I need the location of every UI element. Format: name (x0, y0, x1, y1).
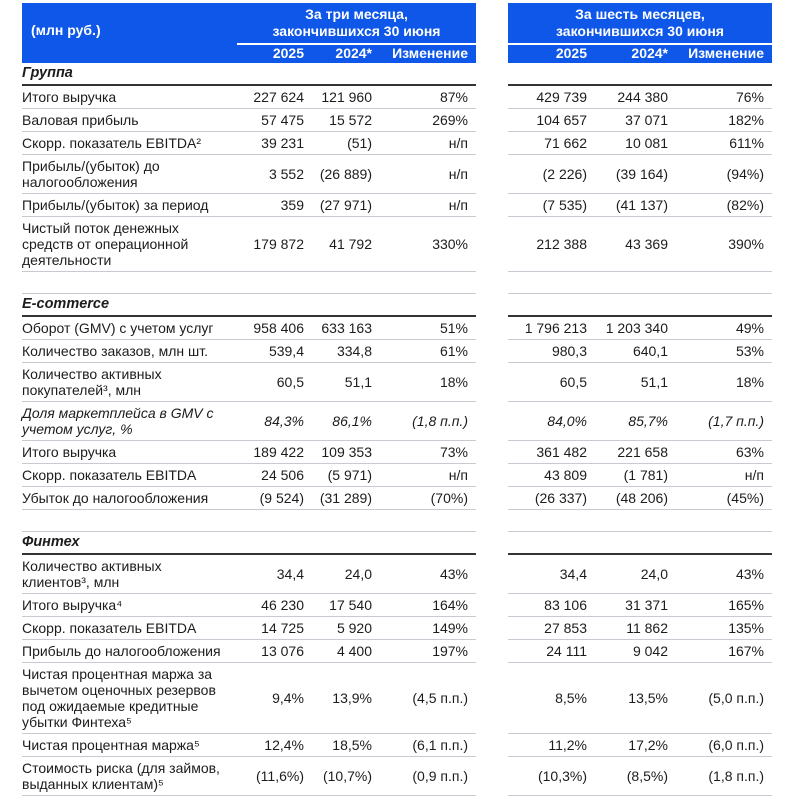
column-group-gap (476, 155, 508, 194)
table-row (22, 85, 772, 109)
section-header-row (22, 63, 772, 85)
unit-label: (млн руб.) (22, 3, 237, 63)
section-header-cell (676, 63, 772, 85)
row-label: Скорр. показатель EBITDA (22, 617, 237, 640)
cell-6m-2024: 10 081 (595, 132, 676, 155)
column-group-gap (476, 194, 508, 217)
cell-3m-2024: 24,0 (312, 554, 380, 594)
cell-6m-2025: 1 796 213 (508, 316, 595, 340)
row-label: Чистая процентная маржа⁵ (22, 734, 237, 757)
cell-6m-change: 611% (676, 132, 772, 155)
cell-3m-change: н/п (380, 132, 476, 155)
cell-6m-2025: (26 337) (508, 487, 595, 510)
row-label: Чистая процентная маржа за вычетом оценочных резервов под ожидаемые кредитные убытки Финтеха⁵ (22, 663, 237, 734)
cell-3m-2025: 34,4 (237, 554, 312, 594)
cell-3m-2024: (31 289) (312, 487, 380, 510)
cell-3m-2025: (9 524) (237, 487, 312, 510)
cell-6m-2025: (2 226) (508, 155, 595, 194)
section-header-cell (237, 294, 312, 317)
cell-6m-2024: 11 862 (595, 617, 676, 640)
cell-3m-change: 61% (380, 340, 476, 363)
cell-6m-2024: (39 164) (595, 155, 676, 194)
row-label: Стоимость риска (для займов, выданных клиентам)⁵ (22, 757, 237, 796)
cell-3m-change: 51% (380, 316, 476, 340)
cell-6m-2025: 84,0% (508, 402, 595, 441)
col-header-6m-change: Изменение (676, 44, 772, 63)
column-group-gap (476, 487, 508, 510)
cell-6m-2024: 9 042 (595, 640, 676, 663)
cell-3m-2024: (27 971) (312, 194, 380, 217)
table-row (22, 194, 772, 217)
cell-6m-change: 18% (676, 363, 772, 402)
section-header-cell (312, 294, 380, 317)
cell-6m-2024: 85,7% (595, 402, 676, 441)
cell-3m-change: 18% (380, 363, 476, 402)
cell-6m-change: 167% (676, 640, 772, 663)
section-header-cell (595, 532, 676, 555)
row-label: Доля маркетплейса в GMV с учетом услуг, % (22, 402, 237, 441)
cell-3m-2025: 57 475 (237, 109, 312, 132)
col-group-3m-title-line2: закончившихся 30 июня (272, 23, 441, 39)
spacer-cell (380, 510, 476, 532)
row-label: Оборот (GMV) с учетом услуг (22, 316, 237, 340)
cell-6m-2025: 34,4 (508, 554, 595, 594)
cell-3m-change: 43% (380, 554, 476, 594)
section-header-cell (312, 63, 380, 85)
column-group-gap (476, 316, 508, 340)
row-label: Прибыль/(убыток) до налогообложения (22, 155, 237, 194)
cell-3m-2025: (11,6%) (237, 757, 312, 796)
cell-6m-2024: 17,2% (595, 734, 676, 757)
cell-3m-change: н/п (380, 194, 476, 217)
cell-6m-change: 165% (676, 594, 772, 617)
cell-6m-change: (94%) (676, 155, 772, 194)
table-row (22, 109, 772, 132)
cell-3m-2025: 14 725 (237, 617, 312, 640)
cell-3m-2024: (26 889) (312, 155, 380, 194)
section-header-cell (380, 294, 476, 317)
section-header-cell (595, 63, 676, 85)
section-header-cell (312, 532, 380, 555)
cell-6m-2025: 71 662 (508, 132, 595, 155)
section-title: Группа (22, 63, 237, 85)
cell-6m-change: 43% (676, 554, 772, 594)
cell-3m-change: н/п (380, 464, 476, 487)
section-header-row (22, 294, 772, 317)
cell-6m-change: (45%) (676, 487, 772, 510)
cell-3m-2025: 227 624 (237, 85, 312, 109)
column-group-gap (476, 132, 508, 155)
cell-6m-2024: (1 781) (595, 464, 676, 487)
spacer-cell (595, 510, 676, 532)
column-group-gap (476, 663, 508, 734)
col-header-3m-change: Изменение (380, 44, 476, 63)
cell-3m-change: (70%) (380, 487, 476, 510)
cell-3m-change: 87% (380, 85, 476, 109)
cell-3m-change: 73% (380, 441, 476, 464)
table-header (22, 3, 772, 63)
cell-6m-change: (6,0 п.п.) (676, 734, 772, 757)
cell-3m-2025: 179 872 (237, 217, 312, 272)
spacer-cell (22, 510, 237, 532)
spacer-cell (237, 510, 312, 532)
cell-3m-2024: 41 792 (312, 217, 380, 272)
column-group-gap (476, 734, 508, 757)
spacer-cell (508, 510, 595, 532)
row-label: Количество заказов, млн шт. (22, 340, 237, 363)
cell-3m-2025: 24 506 (237, 464, 312, 487)
cell-3m-2025: 189 422 (237, 441, 312, 464)
cell-6m-change: (5,0 п.п.) (676, 663, 772, 734)
section-header-cell (380, 532, 476, 555)
cell-6m-change: (1,8 п.п.) (676, 757, 772, 796)
table-row (22, 363, 772, 402)
table-row (22, 734, 772, 757)
col-group-6m-title-line2: закончившихся 30 июня (556, 23, 724, 39)
cell-3m-change: 149% (380, 617, 476, 640)
cell-3m-change: (0,9 п.п.) (380, 757, 476, 796)
section-title: Финтех (22, 532, 237, 555)
cell-3m-2024: 633 163 (312, 316, 380, 340)
cell-6m-2024: (48 206) (595, 487, 676, 510)
cell-3m-change: 164% (380, 594, 476, 617)
row-label: Чистый поток денежных средств от операционной деятельности (22, 217, 237, 272)
cell-3m-change: н/п (380, 155, 476, 194)
cell-6m-2024: 31 371 (595, 594, 676, 617)
cell-3m-2025: 60,5 (237, 363, 312, 402)
spacer-cell (380, 272, 476, 294)
column-group-gap (476, 402, 508, 441)
section-header-cell (595, 294, 676, 317)
column-group-gap (476, 272, 508, 294)
col-group-3m-title (237, 3, 476, 44)
cell-6m-2024: 43 369 (595, 217, 676, 272)
row-label: Прибыль/(убыток) за период (22, 194, 237, 217)
column-group-gap (476, 63, 508, 85)
cell-3m-2025: 84,3% (237, 402, 312, 441)
table-row (22, 132, 772, 155)
cell-6m-change: 390% (676, 217, 772, 272)
column-group-gap (476, 640, 508, 663)
row-label: Количество активных покупателей³, млн (22, 363, 237, 402)
cell-6m-2024: 24,0 (595, 554, 676, 594)
cell-3m-2024: 109 353 (312, 441, 380, 464)
table-row (22, 757, 772, 796)
cell-6m-change: 182% (676, 109, 772, 132)
cell-3m-2024: 15 572 (312, 109, 380, 132)
spacer-cell (237, 272, 312, 294)
cell-6m-2025: 8,5% (508, 663, 595, 734)
row-label: Итого выручка (22, 85, 237, 109)
cell-3m-2025: 359 (237, 194, 312, 217)
cell-6m-change: 49% (676, 316, 772, 340)
cell-6m-2025: 212 388 (508, 217, 595, 272)
cell-3m-2024: (5 971) (312, 464, 380, 487)
section-header-row (22, 532, 772, 555)
section-header-cell (508, 63, 595, 85)
spacer-cell (676, 272, 772, 294)
cell-3m-2025: 12,4% (237, 734, 312, 757)
row-label: Валовая прибыль (22, 109, 237, 132)
section-title: E-commerce (22, 294, 237, 317)
column-group-gap (476, 44, 508, 63)
section-header-cell (237, 532, 312, 555)
cell-3m-change: (6,1 п.п.) (380, 734, 476, 757)
cell-3m-2024: (10,7%) (312, 757, 380, 796)
cell-3m-change: 269% (380, 109, 476, 132)
cell-6m-change: н/п (676, 464, 772, 487)
cell-6m-2025: 11,2% (508, 734, 595, 757)
cell-6m-2025: (10,3%) (508, 757, 595, 796)
row-label: Скорр. показатель EBITDA (22, 464, 237, 487)
table-row (22, 441, 772, 464)
cell-6m-2025: 361 482 (508, 441, 595, 464)
section-header-cell (508, 294, 595, 317)
table-row (22, 617, 772, 640)
cell-3m-change: (1,8 п.п.) (380, 402, 476, 441)
table-row (22, 464, 772, 487)
section-header-cell (508, 532, 595, 555)
column-group-gap (476, 109, 508, 132)
cell-6m-2025: 429 739 (508, 85, 595, 109)
table-row (22, 640, 772, 663)
spacer-cell (676, 510, 772, 532)
cell-6m-2024: 221 658 (595, 441, 676, 464)
table-row (22, 487, 772, 510)
row-label: Прибыль до налогообложения (22, 640, 237, 663)
cell-3m-2025: 539,4 (237, 340, 312, 363)
cell-3m-2024: 17 540 (312, 594, 380, 617)
cell-6m-2024: 640,1 (595, 340, 676, 363)
spacer-cell (22, 272, 237, 294)
column-group-gap (476, 594, 508, 617)
column-group-gap (476, 294, 508, 317)
table-row (22, 663, 772, 734)
column-group-gap (476, 217, 508, 272)
cell-3m-2024: (51) (312, 132, 380, 155)
cell-6m-change: 135% (676, 617, 772, 640)
spacer-cell (595, 272, 676, 294)
cell-6m-change: 76% (676, 85, 772, 109)
cell-6m-2024: 51,1 (595, 363, 676, 402)
table-row (22, 340, 772, 363)
section-header-cell (237, 63, 312, 85)
cell-3m-2025: 46 230 (237, 594, 312, 617)
cell-6m-change: 53% (676, 340, 772, 363)
financial-results-table (22, 3, 772, 796)
cell-6m-2025: 24 111 (508, 640, 595, 663)
row-label: Количество активных клиентов³, млн (22, 554, 237, 594)
cell-6m-change: (1,7 п.п.) (676, 402, 772, 441)
table-row (22, 217, 772, 272)
section-header-cell (380, 63, 476, 85)
col-group-6m-title-line1: За шесть месяцев, (575, 6, 705, 22)
cell-3m-2024: 4 400 (312, 640, 380, 663)
cell-3m-change: 330% (380, 217, 476, 272)
row-label: Итого выручка⁴ (22, 594, 237, 617)
cell-3m-2024: 334,8 (312, 340, 380, 363)
section-spacer (22, 272, 772, 294)
cell-6m-2024: 1 203 340 (595, 316, 676, 340)
row-label: Итого выручка (22, 441, 237, 464)
column-group-gap (476, 532, 508, 555)
cell-3m-2024: 86,1% (312, 402, 380, 441)
spacer-cell (312, 272, 380, 294)
table-row (22, 554, 772, 594)
column-group-gap (476, 464, 508, 487)
section-spacer (22, 510, 772, 532)
cell-3m-2024: 18,5% (312, 734, 380, 757)
col-header-6m-2025: 2025 (508, 44, 595, 63)
cell-6m-2025: 980,3 (508, 340, 595, 363)
column-group-gap (476, 554, 508, 594)
cell-3m-2024: 121 960 (312, 85, 380, 109)
spacer-cell (312, 510, 380, 532)
cell-3m-change: (4,5 п.п.) (380, 663, 476, 734)
cell-3m-2025: 3 552 (237, 155, 312, 194)
table-row (22, 316, 772, 340)
cell-3m-change: 197% (380, 640, 476, 663)
column-group-gap (476, 510, 508, 532)
cell-3m-2024: 5 920 (312, 617, 380, 640)
cell-3m-2025: 13 076 (237, 640, 312, 663)
column-group-gap (476, 617, 508, 640)
col-group-6m-title (508, 3, 772, 44)
row-label: Убыток до налогообложения (22, 487, 237, 510)
cell-3m-2025: 9,4% (237, 663, 312, 734)
cell-6m-2025: 83 106 (508, 594, 595, 617)
header-title-row (22, 3, 772, 44)
cell-6m-2025: 104 657 (508, 109, 595, 132)
column-group-gap (476, 363, 508, 402)
cell-6m-2025: 27 853 (508, 617, 595, 640)
col-header-3m-2024: 2024* (312, 44, 380, 63)
cell-6m-2025: (7 535) (508, 194, 595, 217)
col-group-3m-title-line1: За три месяца, (305, 6, 408, 22)
column-group-gap (476, 757, 508, 796)
spacer-cell (508, 272, 595, 294)
table-body (22, 63, 772, 796)
cell-3m-2025: 39 231 (237, 132, 312, 155)
cell-6m-2024: 13,5% (595, 663, 676, 734)
cell-6m-2024: (41 137) (595, 194, 676, 217)
section-header-cell (676, 532, 772, 555)
column-group-gap (476, 441, 508, 464)
section-header-cell (676, 294, 772, 317)
row-label: Скорр. показатель EBITDA² (22, 132, 237, 155)
table-row (22, 155, 772, 194)
table-row (22, 594, 772, 617)
table-row (22, 402, 772, 441)
cell-3m-2024: 51,1 (312, 363, 380, 402)
col-header-6m-2024: 2024* (595, 44, 676, 63)
cell-6m-2025: 60,5 (508, 363, 595, 402)
cell-6m-2025: 43 809 (508, 464, 595, 487)
cell-6m-2024: 37 071 (595, 109, 676, 132)
cell-6m-2024: 244 380 (595, 85, 676, 109)
cell-6m-change: (82%) (676, 194, 772, 217)
cell-6m-2024: (8,5%) (595, 757, 676, 796)
col-header-3m-2025: 2025 (237, 44, 312, 63)
cell-3m-2024: 13,9% (312, 663, 380, 734)
financial-results-page (0, 3, 794, 792)
cell-3m-2025: 958 406 (237, 316, 312, 340)
column-group-gap (476, 340, 508, 363)
cell-6m-change: 63% (676, 441, 772, 464)
column-group-gap (476, 85, 508, 109)
column-group-gap (476, 3, 508, 44)
